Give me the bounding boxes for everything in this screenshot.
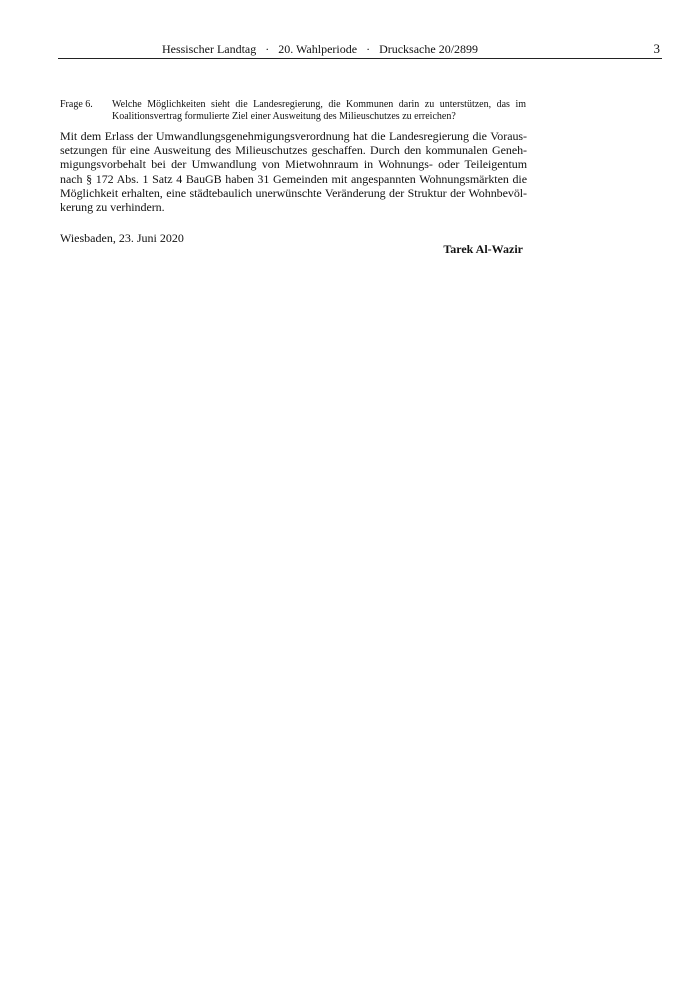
answer-line: migungsvorbehalt bei der Umwandlung von Mietwohnraum in Wohnungs- oder Teileigentum (60, 157, 527, 172)
signatory-name: Tarek Al-Wazir (443, 242, 523, 256)
question-text: Welche Möglichkeiten sieht die Landesregierung, die Kommunen darin zu unterstützen, das im Koalitionsvertrag formulierte Ziel einer Ausweitung des Milieuschutzes zu erreichen? (112, 99, 526, 122)
header-title-line (58, 40, 582, 58)
page-header (58, 40, 662, 59)
question-label: Frage 6. (60, 99, 93, 110)
header-parliament: Hessischer Landtag (161, 42, 257, 56)
answer-line: kerung zu verhindern. (60, 200, 165, 215)
page-number: 3 (653, 41, 660, 56)
place-date: Wiesbaden, 23. Juni 2020 (60, 231, 184, 245)
answer-line: Möglichkeit erhalten, eine städtebaulich unerwünschte Veränderung der Struktur der Wohnbevöl- (60, 185, 527, 200)
header-separator: · (366, 42, 371, 56)
answer-line: setzungen für eine Ausweitung des Milieuschutzes geschaffen. Durch den kommunalen Geneh- (60, 143, 527, 158)
answer-line: nach § 172 Abs. 1 Satz 4 BauGB haben 31 Gemeinden mit angespannten Wohnungsmärkten die (60, 171, 527, 186)
question-block (60, 99, 526, 122)
answer-paragraph (60, 129, 527, 214)
answer-line: Mit dem Erlass der Umwandlungsgenehmigungsverordnung hat die Landesregierung die Voraus- (60, 129, 527, 143)
header-period: 20. Wahlperiode (278, 42, 358, 56)
header-separator: · (265, 42, 270, 56)
header-document-number: Drucksache 20/2899 (379, 42, 479, 56)
